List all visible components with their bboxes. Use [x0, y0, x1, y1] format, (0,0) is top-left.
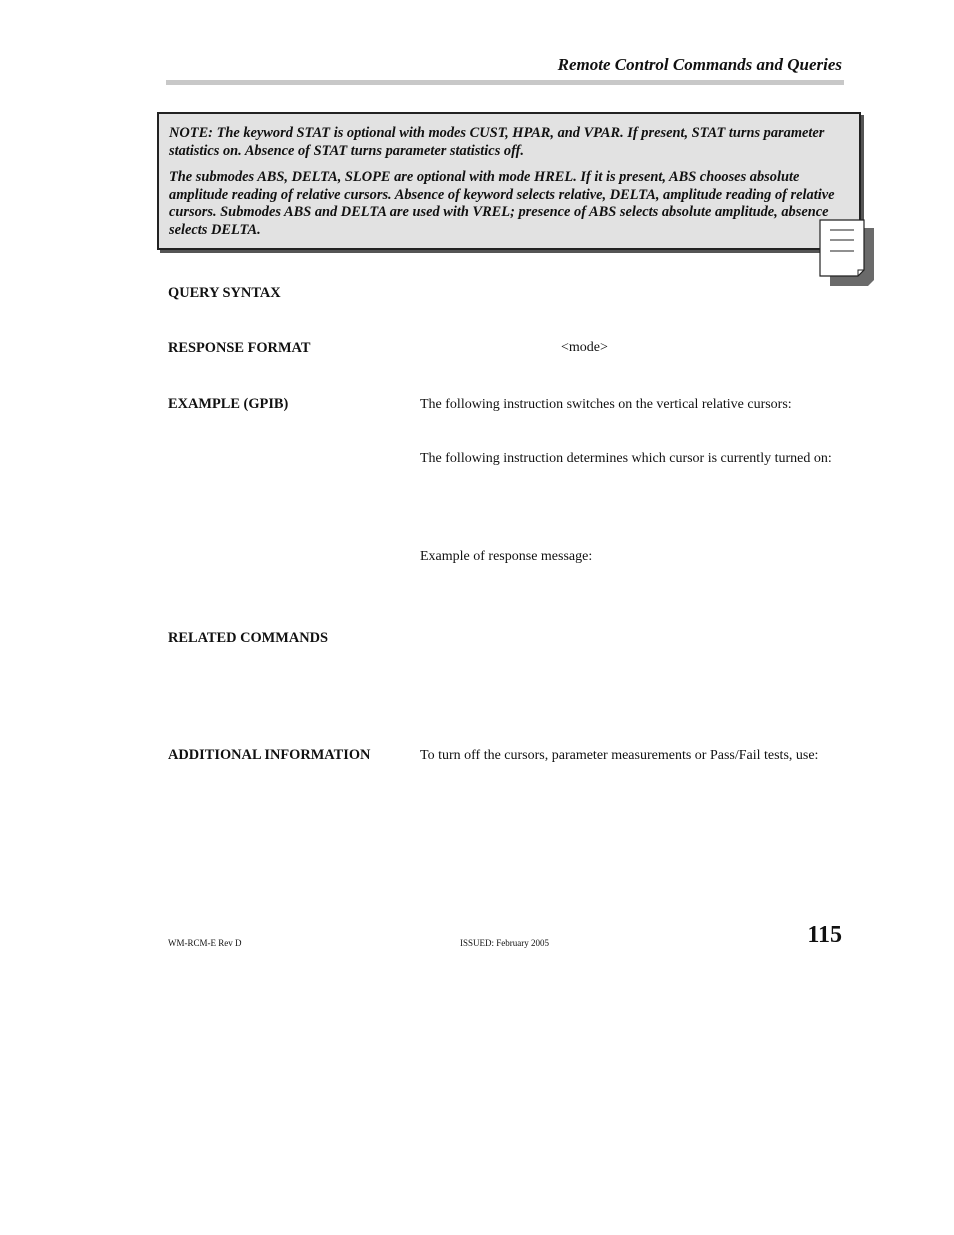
related-commands-label: RELATED COMMANDS: [168, 630, 329, 646]
example-gpib-label: EXAMPLE (GPIB): [168, 396, 289, 412]
page-header-title: Remote Control Commands and Queries: [557, 55, 842, 74]
header-divider: [166, 80, 844, 85]
additional-information-text: To turn off the cursors, parameter measurements or Pass/Fail tests, use:: [420, 748, 819, 763]
response-format-value: <mode>: [561, 340, 608, 355]
query-syntax-label: QUERY SYNTAX: [168, 285, 281, 301]
note-document-icon: [818, 218, 874, 286]
page-number: 115: [807, 922, 842, 948]
additional-information-label: ADDITIONAL INFORMATION: [168, 747, 371, 763]
example-text-switch-on: The following instruction switches on the vertical relative cursors:: [420, 397, 792, 412]
footer-issued-date: ISSUED: February 2005: [460, 938, 549, 948]
footer-doc-id: WM-RCM-E Rev D: [168, 938, 242, 948]
note-paragraph-stat: NOTE: The keyword STAT is optional with modes CUST, HPAR, and VPAR. If present, STAT turns parameter statistics on. Absence of STAT turns parameter statistics off.: [169, 125, 825, 159]
example-text-determine-cursor: The following instruction determines which cursor is currently turned on:: [420, 451, 832, 466]
example-text-response-message: Example of response message:: [420, 549, 593, 564]
note-paragraph-submodes: The submodes ABS, DELTA, SLOPE are optional with mode HREL. If it is present, ABS chooses absolute amplitude reading of relative cursors. Absence of keyword selects relative, DELTA, amplitude reading of relative cursors. Submodes ABS and DELTA are used with VREL; presence of ABS selects absolute amplitude, absence selects DELTA.: [169, 169, 835, 238]
response-format-label: RESPONSE FORMAT: [168, 340, 311, 356]
note-box: [157, 112, 861, 250]
